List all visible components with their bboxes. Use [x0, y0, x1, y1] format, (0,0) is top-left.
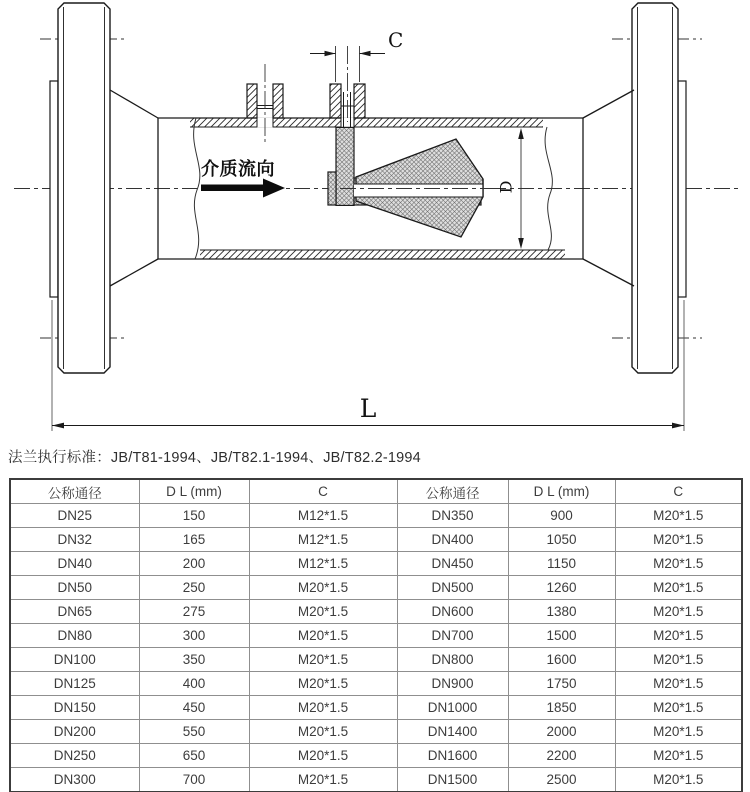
table-cell: DN900 — [397, 672, 508, 696]
table-cell: 1850 — [508, 696, 615, 720]
table-cell: M20*1.5 — [249, 768, 397, 792]
table-row — [10, 624, 742, 648]
table-cell: DN1500 — [397, 768, 508, 792]
table-row — [10, 696, 742, 720]
table-cell: M20*1.5 — [615, 744, 742, 768]
column-header: 公称通径 — [10, 479, 139, 504]
table-cell: DN32 — [10, 528, 139, 552]
table-cell: M20*1.5 — [615, 600, 742, 624]
table-row — [10, 720, 742, 744]
table-cell: DN400 — [397, 528, 508, 552]
table-cell: M12*1.5 — [249, 528, 397, 552]
table-row — [10, 504, 742, 528]
flow-direction-label: 介质流向 — [201, 159, 275, 179]
table-cell: DN80 — [10, 624, 139, 648]
table-cell: 200 — [139, 552, 249, 576]
raised-face — [678, 81, 686, 297]
pipe-wall-top — [190, 119, 543, 128]
table-cell: DN300 — [10, 768, 139, 792]
arrowhead — [672, 423, 684, 429]
right-flange — [632, 3, 686, 373]
table-cell: DN450 — [397, 552, 508, 576]
dimension-l — [52, 300, 684, 431]
table-cell: 450 — [139, 696, 249, 720]
left-flange — [50, 3, 110, 373]
table-cell: DN1400 — [397, 720, 508, 744]
support-foot — [328, 172, 336, 205]
table-cell: 1750 — [508, 672, 615, 696]
flow-arrow-shaft — [201, 185, 263, 192]
table-row — [10, 552, 742, 576]
table-cell: 1150 — [508, 552, 615, 576]
table-cell: DN1600 — [397, 744, 508, 768]
table-cell: 1380 — [508, 600, 615, 624]
table-cell: DN150 — [10, 696, 139, 720]
table-cell: M20*1.5 — [249, 720, 397, 744]
spec-table-body — [10, 504, 742, 792]
column-header: C — [615, 479, 742, 504]
table-cell: 165 — [139, 528, 249, 552]
table-cell: DN350 — [397, 504, 508, 528]
table-cell: M12*1.5 — [249, 552, 397, 576]
table-cell: 275 — [139, 600, 249, 624]
table-cell: DN600 — [397, 600, 508, 624]
table-cell: 350 — [139, 648, 249, 672]
arrowhead — [325, 51, 336, 57]
table-cell: M20*1.5 — [249, 600, 397, 624]
pipe-wall-bottom — [200, 250, 565, 259]
flow-arrow-head — [263, 179, 285, 198]
table-cell: DN250 — [10, 744, 139, 768]
spec-table — [9, 478, 743, 792]
table-cell: 300 — [139, 624, 249, 648]
table-cell: M20*1.5 — [615, 648, 742, 672]
dim-d-label: D — [496, 180, 516, 194]
table-row — [10, 528, 742, 552]
arrowhead — [52, 423, 64, 429]
table-cell: M20*1.5 — [615, 528, 742, 552]
table-cell: 2200 — [508, 744, 615, 768]
table-cell: 700 — [139, 768, 249, 792]
sensing-rod — [354, 184, 483, 197]
table-cell: DN200 — [10, 720, 139, 744]
table-cell: M20*1.5 — [249, 696, 397, 720]
table-cell: M20*1.5 — [615, 768, 742, 792]
table-cell: M20*1.5 — [249, 624, 397, 648]
support-leg — [336, 127, 354, 205]
table-row — [10, 600, 742, 624]
table-cell: 2000 — [508, 720, 615, 744]
arrowhead — [518, 128, 524, 139]
table-cell: M20*1.5 — [615, 504, 742, 528]
table-row — [10, 744, 742, 768]
table-cell: DN50 — [10, 576, 139, 600]
table-cell: DN25 — [10, 504, 139, 528]
table-cell: M20*1.5 — [249, 648, 397, 672]
column-header: D L (mm) — [139, 479, 249, 504]
table-cell: DN100 — [10, 648, 139, 672]
table-cell: M20*1.5 — [615, 720, 742, 744]
column-header: D L (mm) — [508, 479, 615, 504]
flow-annotation — [201, 158, 285, 198]
table-cell: M20*1.5 — [249, 744, 397, 768]
table-cell: M20*1.5 — [249, 576, 397, 600]
flange-standard-note: 法兰执行标准：JB/T81-1994、JB/T82.1-1994、JB/T82.2-1994 — [8, 450, 421, 466]
table-cell: M20*1.5 — [615, 624, 742, 648]
table-cell: M20*1.5 — [615, 552, 742, 576]
dimension-c — [310, 28, 403, 82]
table-row — [10, 648, 742, 672]
table-row — [10, 672, 742, 696]
table-cell: DN65 — [10, 600, 139, 624]
table-header-row — [10, 479, 742, 504]
arrowhead — [518, 238, 524, 249]
flange-disc — [58, 3, 110, 373]
table-cell: DN700 — [397, 624, 508, 648]
dim-c-label: C — [388, 28, 404, 52]
v-cone-assembly — [328, 127, 500, 237]
pressure-tap-1 — [247, 64, 283, 145]
table-cell: DN500 — [397, 576, 508, 600]
table-cell: 400 — [139, 672, 249, 696]
table-cell: M20*1.5 — [615, 576, 742, 600]
table-cell: 900 — [508, 504, 615, 528]
flange-disc — [632, 3, 678, 373]
table-cell: M20*1.5 — [615, 672, 742, 696]
table-cell: M12*1.5 — [249, 504, 397, 528]
arrowhead — [360, 51, 371, 57]
table-row — [10, 576, 742, 600]
table-cell: M20*1.5 — [615, 696, 742, 720]
table-cell: 1260 — [508, 576, 615, 600]
table-row — [10, 768, 742, 792]
table-cell: 1500 — [508, 624, 615, 648]
column-header: 公称通径 — [397, 479, 508, 504]
table-cell: 650 — [139, 744, 249, 768]
table-cell: DN800 — [397, 648, 508, 672]
dim-l-label: L — [359, 394, 377, 423]
table-cell: 250 — [139, 576, 249, 600]
table-cell: 150 — [139, 504, 249, 528]
table-cell: M20*1.5 — [249, 672, 397, 696]
table-cell: DN40 — [10, 552, 139, 576]
column-header: C — [249, 479, 397, 504]
table-cell: DN125 — [10, 672, 139, 696]
table-cell: 2500 — [508, 768, 615, 792]
raised-face — [50, 81, 58, 297]
table-cell: 1050 — [508, 528, 615, 552]
table-cell: DN1000 — [397, 696, 508, 720]
table-cell: 1600 — [508, 648, 615, 672]
table-cell: 550 — [139, 720, 249, 744]
